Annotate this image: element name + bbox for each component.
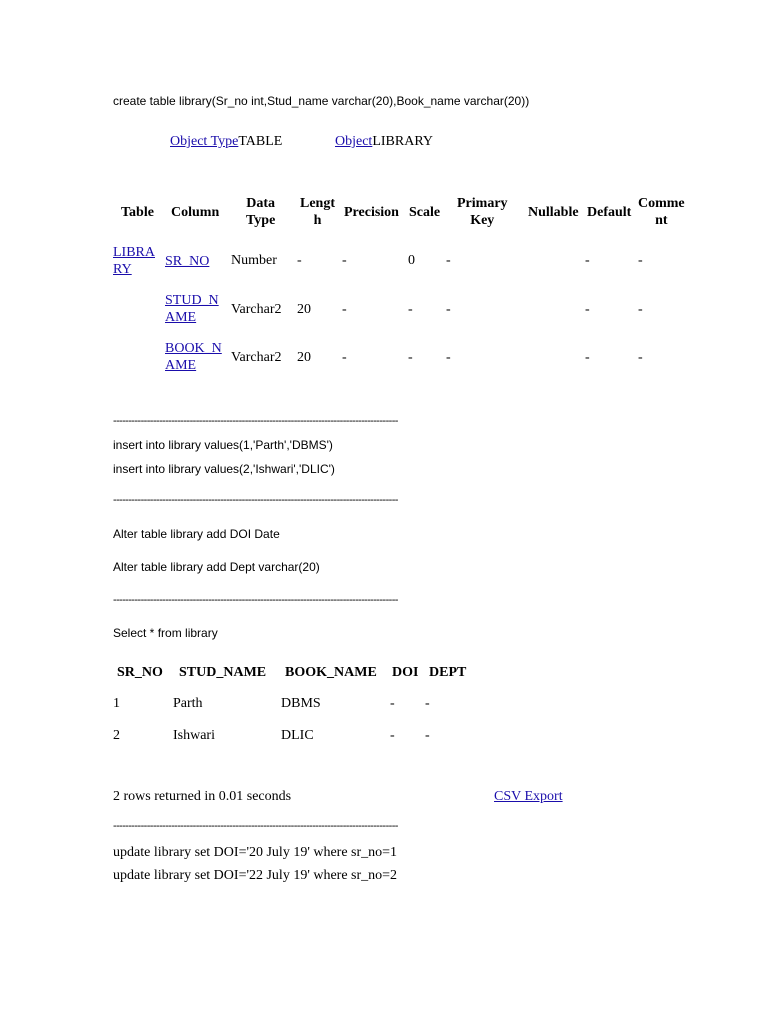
alter-statement-1: Alter table library add DOI Date <box>113 527 280 541</box>
header-comment-line-2: nt <box>655 213 668 228</box>
cell-scale: - <box>408 302 413 317</box>
cell-data-type: Number <box>231 253 277 268</box>
cell-default: - <box>585 350 590 365</box>
update-statement-1: update library set DOI='20 July 19' where sr_no=1 <box>113 845 398 860</box>
cell-length: 20 <box>297 350 311 365</box>
table-link-line-1: LIBRA <box>113 245 155 260</box>
csv-export-link[interactable]: CSV Export <box>494 789 563 804</box>
object-name-value: LIBRARY <box>372 134 434 149</box>
header-length-line-2: h <box>313 213 322 228</box>
separator-line: --------------------------------------------------------------------------------------------- <box>113 494 398 506</box>
result-header-dept: DEPT <box>429 665 467 680</box>
object-type-link[interactable]: Object Type <box>170 134 239 149</box>
object-info <box>170 134 282 150</box>
cell-length: 20 <box>297 302 311 317</box>
column-link-stud-name[interactable] <box>165 292 219 326</box>
result-header-doi: DOI <box>392 665 419 680</box>
column-link-book-name[interactable] <box>165 340 222 374</box>
separator-line: --------------------------------------------------------------------------------------------- <box>113 820 398 832</box>
separator-line: --------------------------------------------------------------------------------------------- <box>113 415 398 427</box>
header-primary-key-line-2: Key <box>470 213 495 228</box>
column-link-line-2: AME <box>165 310 197 325</box>
separator-line: --------------------------------------------------------------------------------------------- <box>113 594 398 606</box>
table-link-line-2: RY <box>113 262 132 277</box>
header-comment <box>638 195 685 229</box>
select-statement: Select * from library <box>113 626 218 640</box>
header-nullable: Nullable <box>528 205 579 220</box>
result-header-sr-no: SR_NO <box>117 665 163 680</box>
header-scale: Scale <box>409 205 441 220</box>
result-cell: - <box>390 728 395 743</box>
column-link-line-1: SR_NO <box>165 254 210 269</box>
cell-precision: - <box>342 253 347 268</box>
cell-length: - <box>297 253 302 268</box>
header-data-type <box>246 195 275 229</box>
cell-data-type: Varchar2 <box>231 302 282 317</box>
result-header-stud-name: STUD_NAME <box>179 665 267 680</box>
cell-scale: - <box>408 350 413 365</box>
create-table-statement: create table library(Sr_no int,Stud_name varchar(20),Book_name varchar(20)) <box>113 94 530 108</box>
result-cell: DLIC <box>281 728 314 743</box>
update-statement-2: update library set DOI='22 July 19' where sr_no=2 <box>113 868 398 883</box>
result-cell: Ishwari <box>173 728 215 743</box>
result-cell: 2 <box>113 728 120 743</box>
result-cell: DBMS <box>281 696 321 711</box>
cell-comment: - <box>638 302 643 317</box>
cell-default: - <box>585 253 590 268</box>
cell-comment: - <box>638 350 643 365</box>
header-precision: Precision <box>344 205 399 220</box>
cell-precision: - <box>342 302 347 317</box>
cell-precision: - <box>342 350 347 365</box>
column-link-line-1: BOOK_N <box>165 341 222 356</box>
header-default: Default <box>587 205 632 220</box>
header-length <box>300 195 335 229</box>
column-link-sr-no[interactable] <box>165 253 209 270</box>
cell-data-type: Varchar2 <box>231 350 282 365</box>
header-column: Column <box>171 205 220 220</box>
header-length-line-1: Lengt <box>300 196 335 211</box>
result-cell: Parth <box>173 696 203 711</box>
insert-statement-1: insert into library values(1,'Parth','DBMS') <box>113 438 333 452</box>
result-cell: - <box>425 728 430 743</box>
cell-primary-key: - <box>446 253 451 268</box>
header-table: Table <box>121 205 154 220</box>
result-cell: - <box>425 696 430 711</box>
table-link-library[interactable] <box>113 244 155 278</box>
cell-default: - <box>585 302 590 317</box>
object-link[interactable]: Object <box>335 134 373 149</box>
result-cell: 1 <box>113 696 120 711</box>
header-primary-key-line-1: Primary <box>457 196 508 211</box>
object-name-info <box>335 134 433 150</box>
header-comment-line-1: Comme <box>638 196 685 211</box>
result-header-book-name: BOOK_NAME <box>285 665 377 680</box>
rows-returned-text: 2 rows returned in 0.01 seconds <box>113 789 292 804</box>
column-link-line-1: STUD_N <box>165 293 219 308</box>
insert-statement-2: insert into library values(2,'Ishwari','DLIC') <box>113 462 335 476</box>
header-data-type-line-1: Data <box>246 196 276 211</box>
cell-scale: 0 <box>408 253 415 268</box>
header-data-type-line-2: Type <box>246 213 276 228</box>
cell-primary-key: - <box>446 350 451 365</box>
alter-statement-2: Alter table library add Dept varchar(20) <box>113 560 320 574</box>
cell-comment: - <box>638 253 643 268</box>
column-link-line-2: AME <box>165 358 197 373</box>
result-cell: - <box>390 696 395 711</box>
cell-primary-key: - <box>446 302 451 317</box>
header-primary-key <box>457 195 508 229</box>
object-type-value: TABLE <box>238 134 283 149</box>
